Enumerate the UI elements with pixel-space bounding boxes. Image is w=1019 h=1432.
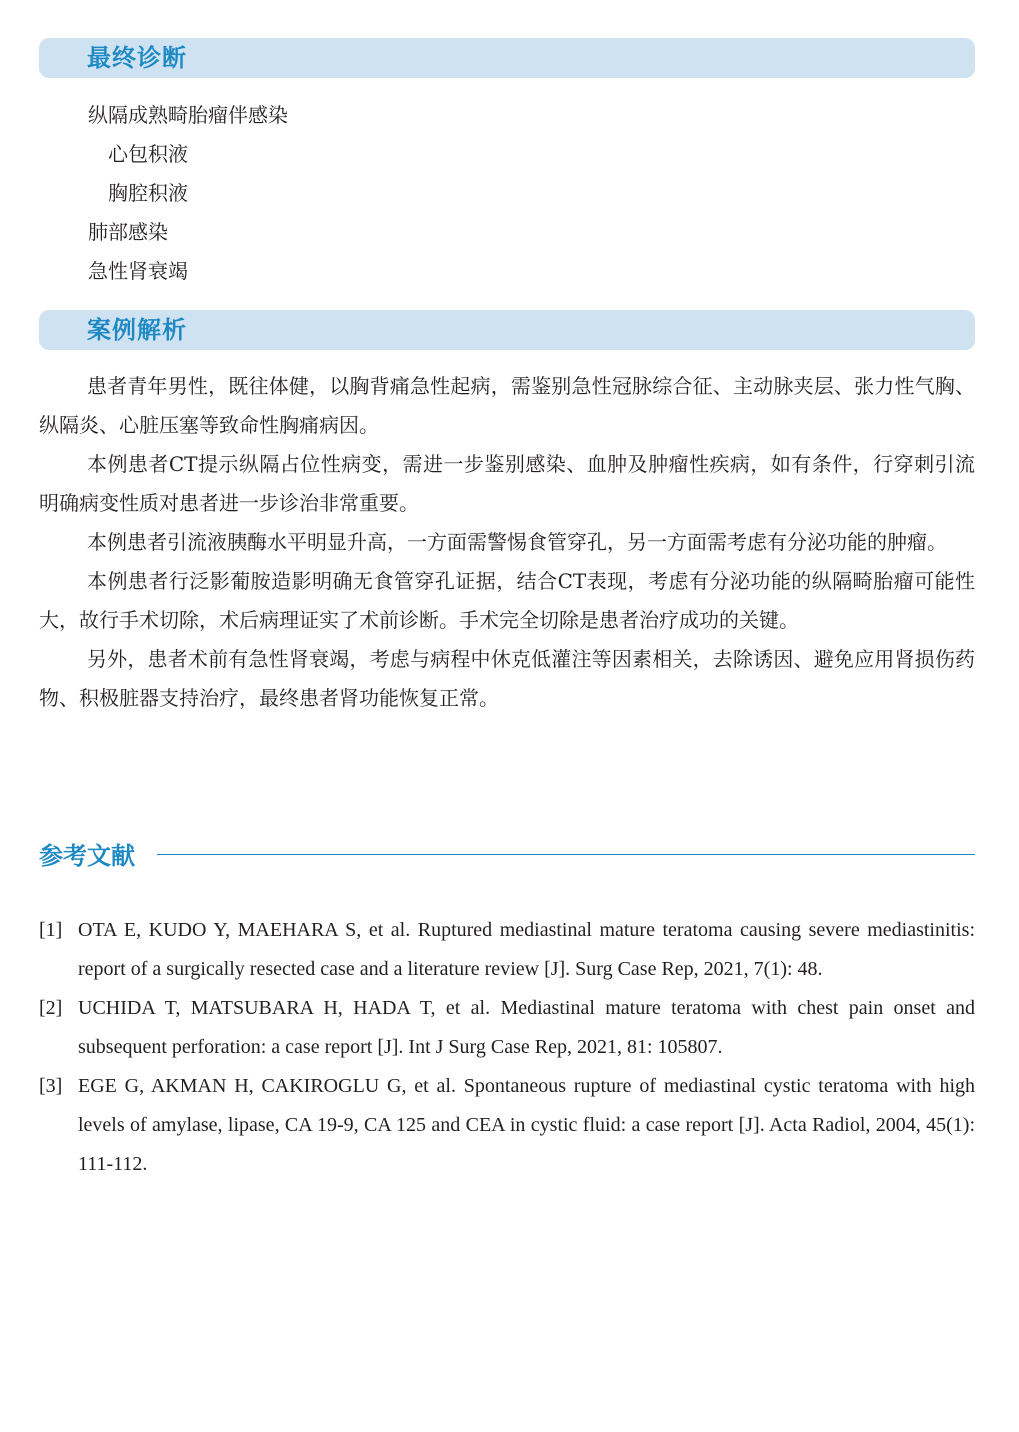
references-title: 参考文献 — [39, 842, 135, 870]
analysis-paragraph: 本例患者引流液胰酶水平明显升高，一方面需警惕食管穿孔，另一方面需考虑有分泌功能的肿瘤。 — [87, 530, 947, 554]
diagnosis-list — [88, 96, 288, 291]
references-divider — [157, 854, 975, 855]
case-analysis-body — [39, 367, 975, 718]
diagnosis-item: 急性肾衰竭 — [88, 259, 188, 283]
final-diagnosis-title: 最终诊断 — [87, 44, 187, 72]
analysis-paragraph: 本例患者行泛影葡胺造影明确无食管穿孔证据，结合CT表现，考虑有分泌功能的纵隔畸胎瘤可能性大，故行手术切除，术后病理证实了术前诊断。手术完全切除是患者治疗成功的关键。 — [39, 569, 975, 632]
reference-number: [3] — [39, 1075, 63, 1097]
case-analysis-title: 案例解析 — [87, 316, 187, 344]
references-list — [39, 911, 975, 1184]
reference-number: [1] — [39, 919, 63, 941]
analysis-paragraph: 另外，患者术前有急性肾衰竭，考虑与病程中休克低灌注等因素相关，去除诱因、避免应用肾损伤药物、积极脏器支持治疗，最终患者肾功能恢复正常。 — [39, 647, 975, 710]
diagnosis-item: 心包积液 — [108, 142, 188, 166]
diagnosis-item: 胸腔积液 — [108, 181, 188, 205]
references-header — [39, 836, 975, 876]
diagnosis-item: 纵隔成熟畸胎瘤伴感染 — [88, 103, 288, 127]
diagnosis-item: 肺部感染 — [88, 220, 168, 244]
reference-text: EGE G, AKMAN H, CAKIROGLU G, et al. Spontaneous rupture of mediastinal cystic teratoma with high levels of amylase, lipase, CA 19-9, CA 125 and CEA in cystic fluid: a case report [J]. Acta Radiol, 2004, 45(1): 111-112. — [78, 1075, 975, 1175]
final-diagnosis-header — [39, 38, 975, 78]
reference-number: [2] — [39, 997, 63, 1019]
reference-item — [39, 989, 975, 1067]
case-analysis-header — [39, 310, 975, 350]
reference-text: UCHIDA T, MATSUBARA H, HADA T, et al. Mediastinal mature teratoma with chest pain onset and subsequent perforation: a case report [J]. Int J Surg Case Rep, 2021, 81: 105807. — [78, 997, 975, 1058]
reference-text: OTA E, KUDO Y, MAEHARA S, et al. Ruptured mediastinal mature teratoma causing severe mediastinitis: report of a surgically resected case and a literature review [J]. Surg Case Rep, 2021, 7(1): 48. — [78, 919, 975, 980]
analysis-paragraph: 本例患者CT提示纵隔占位性病变，需进一步鉴别感染、血肿及肿瘤性疾病，如有条件，行穿刺引流明确病变性质对患者进一步诊治非常重要。 — [39, 452, 975, 515]
analysis-paragraph: 患者青年男性，既往体健，以胸背痛急性起病，需鉴别急性冠脉综合征、主动脉夹层、张力性气胸、纵隔炎、心脏压塞等致命性胸痛病因。 — [39, 374, 975, 437]
reference-item — [39, 911, 975, 989]
reference-item — [39, 1067, 975, 1184]
